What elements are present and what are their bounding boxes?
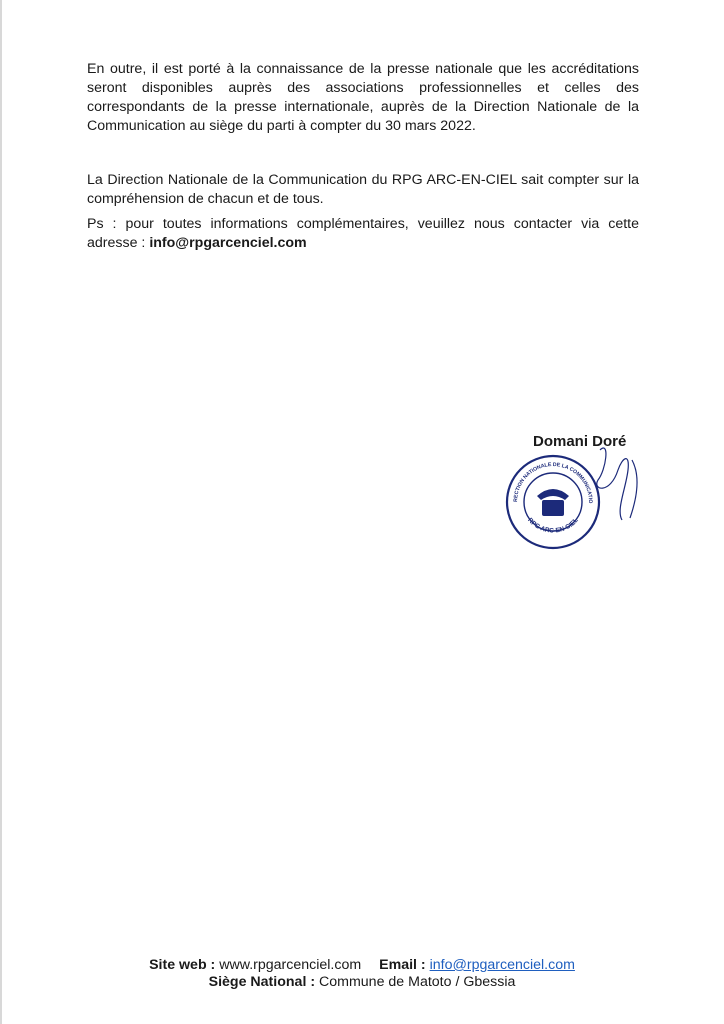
closing-paragraph: La Direction Nationale de la Communication du RPG ARC-EN-CIEL sait compter sur la compréhension de chacun et de tous. <box>87 172 639 207</box>
footer-email-link[interactable]: info@rpgarcenciel.com <box>429 957 575 973</box>
ps-text: Ps : pour toutes informations complémentaires, veuillez nous contacter via cette adresse : <box>87 216 639 251</box>
footer-address-line <box>0 974 724 990</box>
hq-label: Siège National : <box>208 974 316 990</box>
signer-name: Domani Doré <box>533 433 627 450</box>
site-label: Site web : <box>149 957 216 973</box>
footer-contact-line <box>0 957 724 973</box>
telephone-base-icon <box>542 500 564 516</box>
page-edge <box>0 0 2 1024</box>
contact-email: info@rpgarcenciel.com <box>149 235 307 251</box>
email-label: Email : <box>379 957 426 973</box>
svg-text:DIRECTION NATIONALE DE LA COMM: RECTION NATIONALE DE LA COMMUNICATIO <box>512 461 594 504</box>
hq-address: Commune de Matoto / Gbessia <box>319 974 516 990</box>
accreditation-paragraph: En outre, il est porté à la connaissance de la presse nationale que les accréditations seront disponibles auprès des associations professionnelles et celles des correspondants de la presse internationale, auprès de la Direction Nationale de la Communication au siège du parti à compter du 30 mars 2022. <box>87 61 639 134</box>
telephone-icon <box>537 489 569 500</box>
site-url: www.rpgarcenciel.com <box>219 957 362 973</box>
svg-text:RPG ARC-EN-CIEL: RPG ARC-EN-CIEL <box>526 516 580 535</box>
ps-paragraph <box>87 215 639 253</box>
handwritten-signature <box>570 440 650 530</box>
